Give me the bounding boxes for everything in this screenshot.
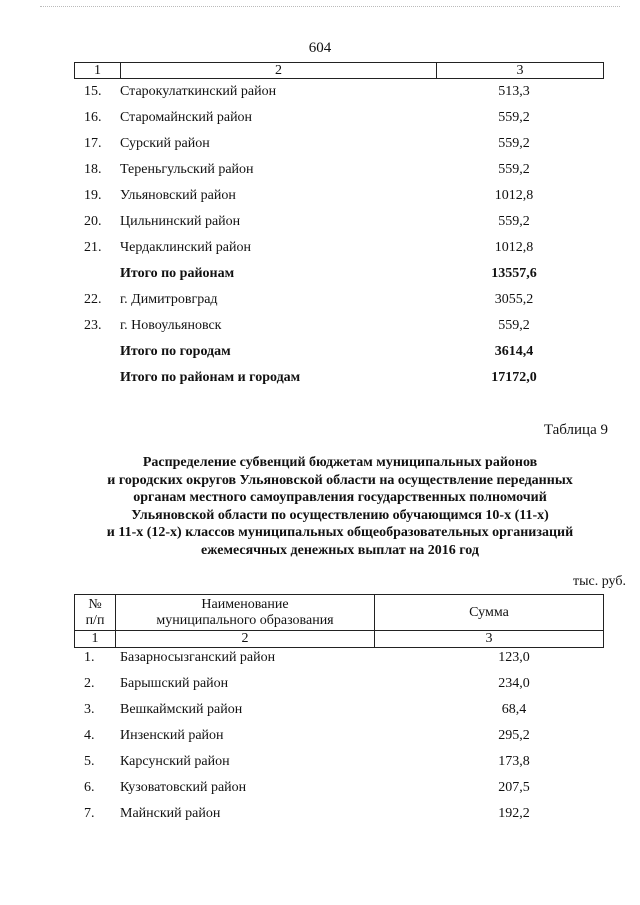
row-value: 123,0 xyxy=(498,650,530,665)
row-number: 19. xyxy=(84,188,102,203)
table-row xyxy=(74,780,604,806)
row-value: 1012,8 xyxy=(494,240,534,255)
table-row xyxy=(74,136,604,162)
row-name: г. Димитровград xyxy=(120,292,218,307)
table-row xyxy=(74,240,604,266)
table-row xyxy=(74,214,604,240)
col-number-header-line: № xyxy=(88,596,102,612)
row-number: 3. xyxy=(84,702,95,717)
continuation-table-body xyxy=(74,84,604,396)
title-line: Ульяновской области по осуществлению обучающимся 10-х (11-х) xyxy=(131,507,549,523)
continuation-table-header xyxy=(74,62,604,79)
row-name: Кузоватовский район xyxy=(120,780,247,795)
row-name: Сурский район xyxy=(120,136,210,151)
row-name: Итого по районам и городам xyxy=(120,370,301,385)
table-label: Таблица 9 xyxy=(543,422,608,438)
row-value: 513,3 xyxy=(498,84,530,99)
row-number: 7. xyxy=(84,806,95,821)
table9-header xyxy=(74,594,604,648)
table-row xyxy=(74,292,604,318)
table-row xyxy=(74,650,604,676)
row-value: 3055,2 xyxy=(494,292,534,307)
total-row xyxy=(74,370,604,396)
table-row xyxy=(74,318,604,344)
row-value: 559,2 xyxy=(498,214,530,229)
row-number: 17. xyxy=(84,136,102,151)
row-number: 15. xyxy=(84,84,102,99)
row-value: 13557,6 xyxy=(491,266,537,281)
row-number: 23. xyxy=(84,318,102,333)
row-name: Карсунский район xyxy=(120,754,230,769)
row-name: Цильнинский район xyxy=(120,214,241,229)
table-row xyxy=(74,676,604,702)
row-number: 4. xyxy=(84,728,95,743)
header-cell: 3 xyxy=(437,63,604,79)
row-number: 21. xyxy=(84,240,102,255)
row-name: г. Новоульяновск xyxy=(120,318,222,333)
row-number: 16. xyxy=(84,110,102,125)
row-name: Ульяновский район xyxy=(120,188,236,203)
row-name: Барышский район xyxy=(120,676,229,691)
col-name-header xyxy=(116,595,375,631)
row-name: Базарносызганский район xyxy=(120,650,276,665)
row-value: 192,2 xyxy=(498,806,530,821)
table-row xyxy=(74,110,604,136)
table-row xyxy=(74,728,604,754)
header-cell: 2 xyxy=(121,63,437,79)
row-number: 22. xyxy=(84,292,102,307)
table-row xyxy=(74,754,604,780)
col-name-header-line: Наименование xyxy=(201,596,289,612)
row-value: 1012,8 xyxy=(494,188,534,203)
row-value: 559,2 xyxy=(498,110,530,125)
title-line: и городских округов Ульяновской области на осуществление переданных xyxy=(107,472,573,488)
header-cell: 3 xyxy=(375,631,604,648)
scan-edge-artifact xyxy=(40,6,620,9)
title-line: и 11-х (12-х) классов муниципальных общеобразовательных организаций xyxy=(106,525,574,540)
title-line: органам местного самоуправления государственных полномочий xyxy=(133,490,547,505)
table9-body xyxy=(74,650,604,832)
row-value: 3614,4 xyxy=(494,344,534,359)
row-value: 207,5 xyxy=(498,780,530,795)
total-row xyxy=(74,344,604,370)
col-number-header-line: п/п xyxy=(85,612,105,628)
table-row xyxy=(74,188,604,214)
unit-label: тыс. руб. xyxy=(573,574,626,589)
row-name: Итого по районам xyxy=(120,266,235,281)
row-name: Тереньгульский район xyxy=(120,162,254,177)
header-cell: 2 xyxy=(116,631,375,648)
row-value: 234,0 xyxy=(498,676,530,691)
row-number: 20. xyxy=(84,214,102,229)
page-number: 604 xyxy=(308,40,332,56)
table-row xyxy=(74,806,604,832)
row-value: 559,2 xyxy=(498,318,530,333)
row-number: 6. xyxy=(84,780,95,795)
row-number: 1. xyxy=(84,650,95,665)
row-value: 295,2 xyxy=(498,728,530,743)
row-number: 2. xyxy=(84,676,95,691)
row-name: Старокулаткинский район xyxy=(120,84,277,99)
row-value: 559,2 xyxy=(498,136,530,151)
table-row xyxy=(74,162,604,188)
row-value: 68,4 xyxy=(501,702,527,717)
row-name: Старомайнский район xyxy=(120,110,253,125)
row-name: Вешкаймский район xyxy=(120,702,243,717)
row-name: Инзенский район xyxy=(120,728,224,743)
col-name-header-line: муниципального образования xyxy=(156,612,334,628)
table-title xyxy=(70,454,610,559)
row-name: Итого по городам xyxy=(120,344,231,359)
row-name: Чердаклинский район xyxy=(120,240,251,255)
row-number: 18. xyxy=(84,162,102,177)
row-number: 5. xyxy=(84,754,95,769)
table-row xyxy=(74,84,604,110)
row-value: 17172,0 xyxy=(491,370,537,385)
table-row xyxy=(74,702,604,728)
total-row xyxy=(74,266,604,292)
row-value: 559,2 xyxy=(498,162,530,177)
title-line: ежемесячных денежных выплат на 2016 год xyxy=(201,542,479,558)
row-value: 173,8 xyxy=(498,754,530,769)
col-number-header xyxy=(75,595,116,631)
header-cell: 1 xyxy=(75,631,116,648)
col-sum-header: Сумма xyxy=(375,595,604,631)
title-line: Распределение субвенций бюджетам муниципальных районов xyxy=(142,455,538,470)
row-name: Майнский район xyxy=(120,806,221,821)
header-cell: 1 xyxy=(75,63,121,79)
